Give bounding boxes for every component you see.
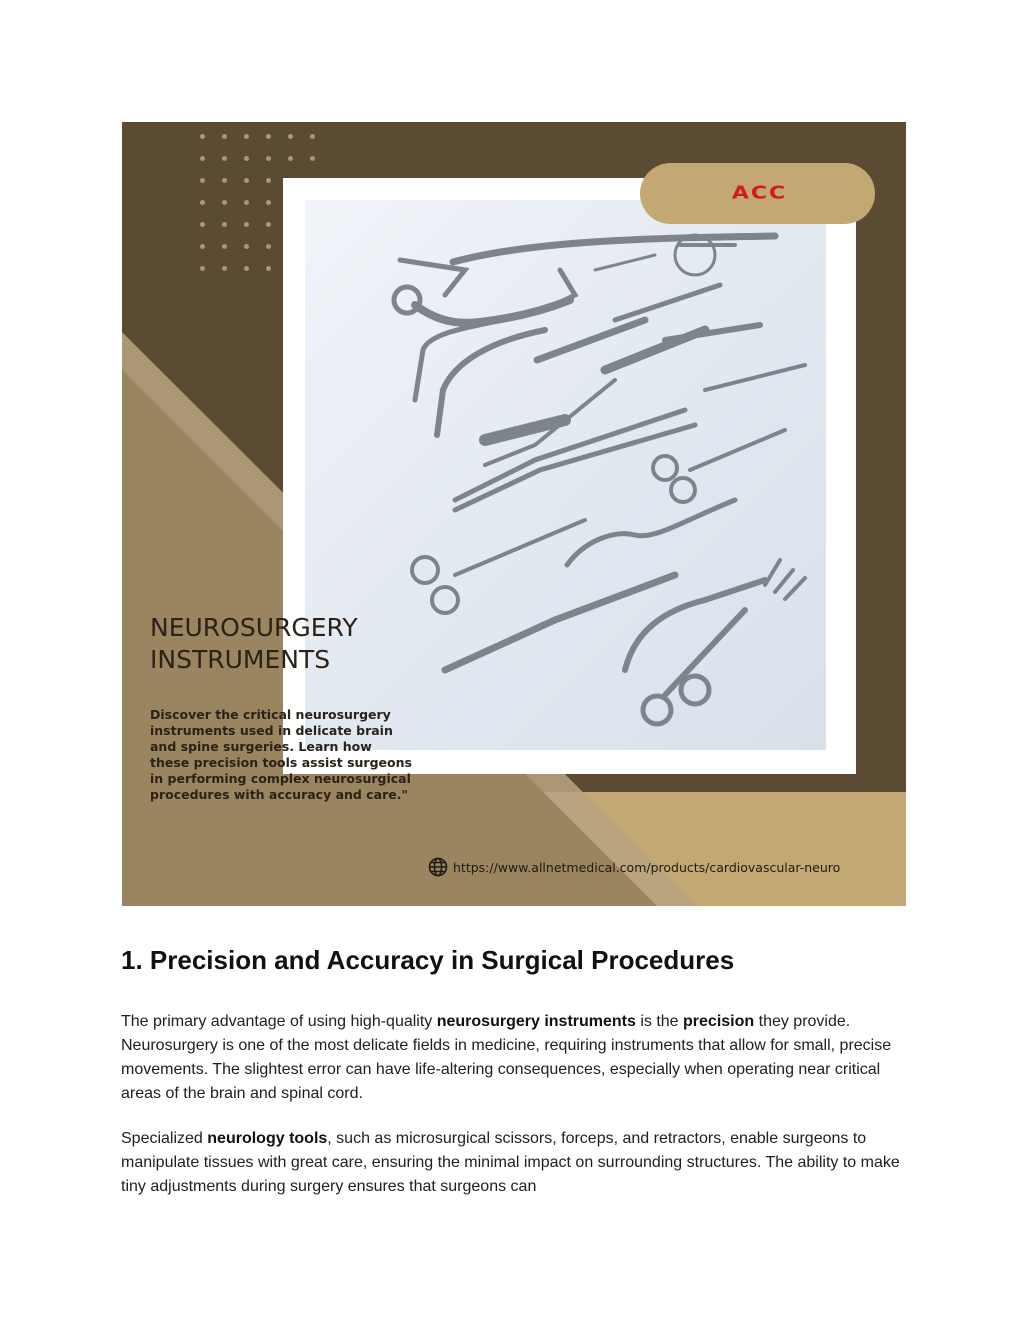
banner-title xyxy=(150,612,450,676)
paragraph-2 xyxy=(121,1127,901,1199)
brand-pill xyxy=(640,163,875,224)
article-section xyxy=(121,938,901,1220)
banner-title-line-1: NEUROSURGERY xyxy=(150,613,358,642)
banner-title-line-2: INSTRUMENTS xyxy=(150,645,331,674)
paragraph-1-text-3: they provide. Neurosurgery is one of the most delicate fields in medicine, requiring instruments that allow for small, precise movements. The slightest error can have life-altering consequences, especially when operating near critical areas of the brain and spinal cord. xyxy=(121,1013,892,1102)
paragraph-1 xyxy=(121,1010,901,1106)
banner-url-text[interactable]: https://www.allnetmedical.com/products/cardiovascular-neuro xyxy=(453,859,841,875)
paragraph-1-bold-1: neurosurgery instruments xyxy=(436,1013,636,1030)
paragraph-1-text-1: The primary advantage of using high-quality xyxy=(121,1013,437,1030)
banner-url[interactable] xyxy=(428,857,840,877)
brand-logo: ACC xyxy=(731,183,788,204)
hero-banner xyxy=(122,122,906,906)
paragraph-1-bold-2: precision xyxy=(683,1013,755,1030)
paragraph-2-text-1: Specialized xyxy=(121,1130,208,1147)
paragraph-2-text-2: , such as microsurgical scissors, forceps, and retractors, enable surgeons to manipulate tissues with great care, ensuring the minimal impact on surrounding structures. The ability to make tiny adjustments during surgery ensures that surgeons can xyxy=(121,1130,900,1195)
banner-description: Discover the critical neurosurgery instruments used in delicate brain and spine surgeries. Learn how these precision tools assist surgeons in performing complex neurosurgical procedures with accuracy and care." xyxy=(150,707,412,802)
paragraph-1-text-2: is the xyxy=(635,1013,684,1030)
instrument-photo-frame xyxy=(283,178,856,774)
globe-icon xyxy=(428,857,448,877)
paragraph-2-bold-1: neurology tools xyxy=(207,1130,328,1147)
section-heading: 1. Precision and Accuracy in Surgical Procedures xyxy=(121,945,735,975)
